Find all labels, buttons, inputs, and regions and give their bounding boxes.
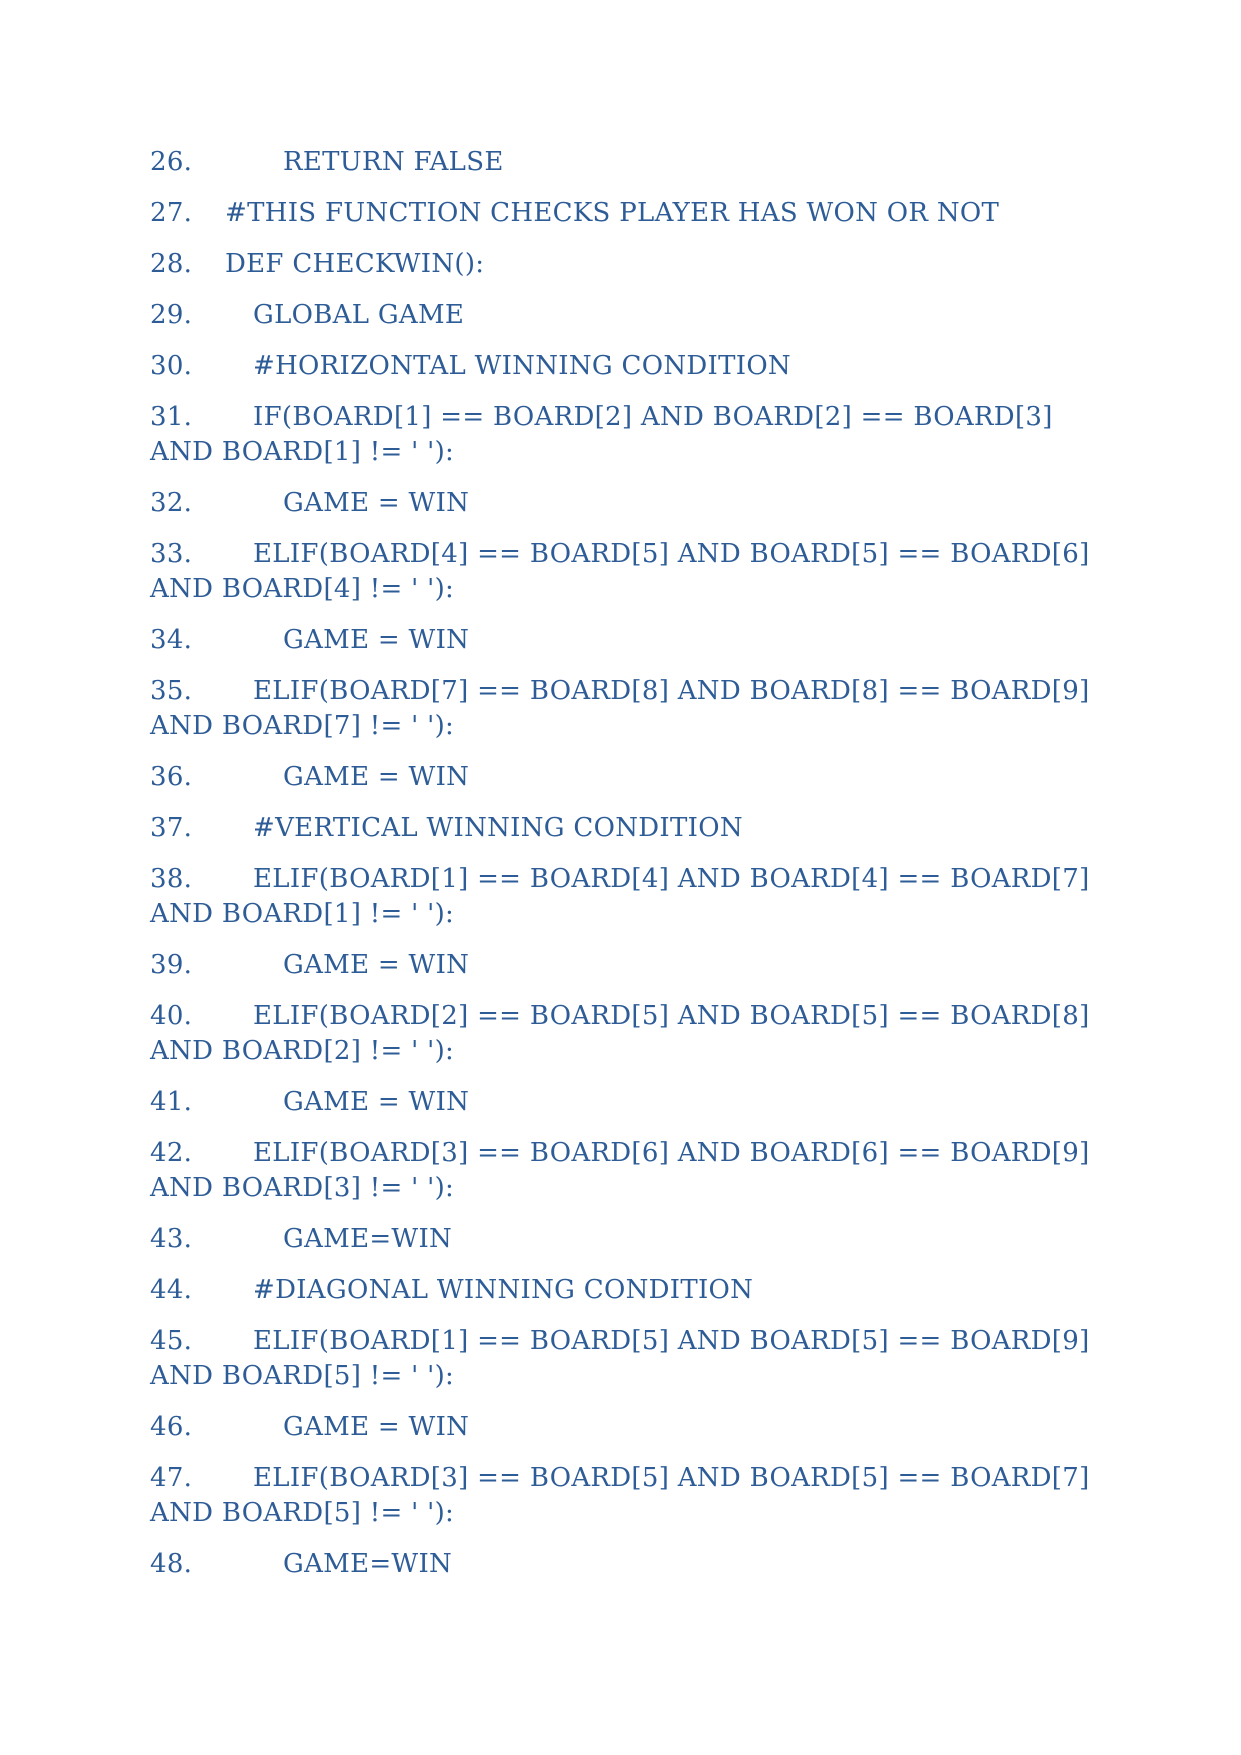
line-number: 32. (150, 488, 193, 518)
code-line (150, 862, 1110, 932)
code-line (150, 1461, 1110, 1531)
code-line (150, 349, 1110, 384)
line-number: 48. (150, 1549, 193, 1579)
code-text: GAME = WIN (283, 762, 470, 792)
code-line (150, 196, 1110, 231)
line-number: 27. (150, 198, 193, 228)
code-text: #HORIZONTAL WINNING CONDITION (253, 351, 791, 381)
line-number: 42. (150, 1138, 193, 1168)
line-number: 46. (150, 1412, 193, 1442)
code-text: ELIF(BOARD[4] == BOARD[5] AND BOARD[5] == BOARD[6] AND BOARD[4] != ' '): (150, 539, 1090, 604)
line-number: 28. (150, 249, 193, 279)
code-line (150, 760, 1110, 795)
code-line (150, 623, 1110, 658)
code-text: GAME=WIN (283, 1224, 453, 1254)
code-text: GAME = WIN (283, 488, 470, 518)
code-line (150, 486, 1110, 521)
line-number: 30. (150, 351, 193, 381)
code-text: ELIF(BOARD[2] == BOARD[5] AND BOARD[5] == BOARD[8] AND BOARD[2] != ' '): (150, 1001, 1090, 1066)
code-text: GAME = WIN (283, 1412, 470, 1442)
line-number: 33. (150, 539, 193, 569)
code-line (150, 1136, 1110, 1206)
code-line (150, 1085, 1110, 1120)
code-line (150, 1547, 1110, 1582)
code-line (150, 999, 1110, 1069)
code-listing (150, 145, 1110, 1598)
code-text: DEF CHECKWIN(): (225, 249, 485, 279)
code-text: GLOBAL GAME (253, 300, 465, 330)
line-number: 37. (150, 813, 193, 843)
code-line (150, 145, 1110, 180)
line-number: 38. (150, 864, 193, 894)
code-text: ELIF(BOARD[1] == BOARD[4] AND BOARD[4] == BOARD[7] AND BOARD[1] != ' '): (150, 864, 1090, 929)
code-text: ELIF(BOARD[7] == BOARD[8] AND BOARD[8] == BOARD[9] AND BOARD[7] != ' '): (150, 676, 1090, 741)
line-number: 44. (150, 1275, 193, 1305)
code-line (150, 1222, 1110, 1257)
line-number: 45. (150, 1326, 193, 1356)
code-line (150, 948, 1110, 983)
code-text: IF(BOARD[1] == BOARD[2] AND BOARD[2] == BOARD[3] AND BOARD[1] != ' '): (150, 402, 1053, 467)
line-number: 39. (150, 950, 193, 980)
line-number: 36. (150, 762, 193, 792)
line-number: 34. (150, 625, 193, 655)
code-line (150, 1324, 1110, 1394)
line-number: 41. (150, 1087, 193, 1117)
code-line (150, 1410, 1110, 1445)
code-line (150, 811, 1110, 846)
line-number: 31. (150, 402, 193, 432)
line-number: 43. (150, 1224, 193, 1254)
code-line (150, 674, 1110, 744)
line-number: 47. (150, 1463, 193, 1493)
code-line (150, 537, 1110, 607)
line-number: 40. (150, 1001, 193, 1031)
line-number: 35. (150, 676, 193, 706)
line-number: 29. (150, 300, 193, 330)
code-text: RETURN FALSE (283, 147, 504, 177)
code-text: GAME = WIN (283, 1087, 470, 1117)
code-text: ELIF(BOARD[1] == BOARD[5] AND BOARD[5] == BOARD[9] AND BOARD[5] != ' '): (150, 1326, 1090, 1391)
code-line (150, 247, 1110, 282)
code-text: #VERTICAL WINNING CONDITION (253, 813, 743, 843)
code-text: #THIS FUNCTION CHECKS PLAYER HAS WON OR NOT (225, 198, 1000, 228)
code-line (150, 1273, 1110, 1308)
code-line (150, 298, 1110, 333)
line-number: 26. (150, 147, 193, 177)
code-text: GAME=WIN (283, 1549, 453, 1579)
code-text: GAME = WIN (283, 950, 470, 980)
code-text: ELIF(BOARD[3] == BOARD[5] AND BOARD[5] == BOARD[7] AND BOARD[5] != ' '): (150, 1463, 1090, 1528)
code-text: ELIF(BOARD[3] == BOARD[6] AND BOARD[6] == BOARD[9] AND BOARD[3] != ' '): (150, 1138, 1090, 1203)
code-text: #DIAGONAL WINNING CONDITION (253, 1275, 754, 1305)
code-text: GAME = WIN (283, 625, 470, 655)
code-line (150, 400, 1110, 470)
